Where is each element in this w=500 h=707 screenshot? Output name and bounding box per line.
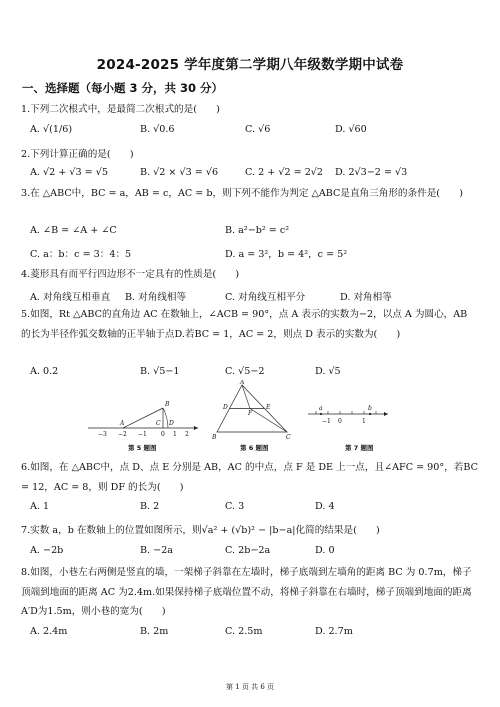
q7-option-c[interactable]: C. 2b−2a: [225, 545, 271, 556]
question-6-stem: 6.如图，在 △ABC中，点 D、点 E 分别是 AB，AC 的中点，点 F 是 DE 上一点，且∠AFC = 90°，若BC = 12，AC = 8，则 DF 的长为( ): [21, 462, 478, 493]
question-3-options-row2: [30, 246, 480, 264]
q5-option-b[interactable]: B. √5−1: [140, 366, 180, 377]
figure-7-diagram: [308, 400, 388, 430]
fig5-tick-1: 1: [173, 431, 177, 438]
question-7-stem: 7.实数 a，b 在数轴上的位置如图所示，则√a² + (√b)² − |b−a|化简的结果是( ): [21, 525, 380, 536]
q6-option-c[interactable]: C. 3: [225, 501, 245, 512]
q4-option-a[interactable]: A. 对角线互相垂直: [30, 292, 111, 303]
fig7-label-a: a: [319, 405, 323, 412]
question-7-options: [30, 545, 480, 563]
q2-option-a[interactable]: A. √2 + √3 = √5: [30, 167, 108, 178]
q2-option-d[interactable]: D. 2√3−2 = √3: [335, 167, 408, 178]
question-2-stem: 2.下列计算正确的是( ): [21, 149, 134, 160]
section-heading: 一、选择题（每小题 3 分，共 30 分）: [22, 81, 224, 95]
q1-option-a[interactable]: A. √(1/6): [30, 124, 73, 135]
fig5-tick-0: 0: [161, 431, 165, 438]
figure-5-diagram: [88, 388, 198, 438]
fig7-axis-arrow: [384, 412, 388, 416]
q2-option-c[interactable]: C. 2 + √2 = 2√2: [245, 167, 324, 178]
q7-option-d[interactable]: D. 0: [315, 545, 335, 556]
q4-option-b[interactable]: B. 对角线相等: [125, 292, 187, 303]
question-1-stem: 1.下列二次根式中，是最简二次根式的是( ): [21, 104, 220, 115]
q6-option-b[interactable]: B. 2: [140, 501, 160, 512]
q3-option-a[interactable]: A. ∠B = ∠A + ∠C: [30, 225, 117, 236]
q6-option-a[interactable]: A. 1: [30, 501, 50, 512]
fig6-segment-fc: [250, 409, 287, 433]
q8-option-a[interactable]: A. 2.4m: [30, 626, 68, 637]
fig6-label-a: A: [240, 380, 245, 386]
fig5-label-a: A: [120, 420, 125, 427]
q8-option-b[interactable]: B. 2m: [140, 626, 169, 637]
q8-option-d[interactable]: D. 2.7m: [315, 626, 353, 637]
fig6-label-b: B: [212, 434, 217, 440]
q1-option-c[interactable]: C. √6: [245, 124, 271, 135]
figure-7-caption: 第 7 题图: [345, 444, 374, 452]
fig5-tick-m3: −3: [98, 431, 107, 438]
fig6-segment-af: [242, 385, 250, 409]
fig7-label-b: b: [368, 405, 372, 412]
question-3-options-row1: [30, 225, 480, 243]
fig7-tick-1: 1: [362, 418, 366, 425]
q2-option-b[interactable]: B. √2 × √3 = √6: [140, 167, 219, 178]
fig6-label-e: E: [266, 404, 271, 411]
q4-option-c[interactable]: C. 对角线互相平分: [225, 292, 306, 303]
figure-6-diagram: [212, 380, 292, 440]
q7-option-a[interactable]: A. −2b: [30, 545, 64, 556]
q5-option-c[interactable]: C. √5−2: [225, 366, 265, 377]
question-2-options: [30, 167, 480, 185]
q1-option-b[interactable]: B. √0.6: [140, 124, 175, 135]
q3-option-d[interactable]: D. a = 3²，b = 4²，c = 5²: [225, 249, 348, 260]
question-3-stem: 3.在 △ABC中，BC = a，AB = c，AC = b，则下列不能作为判定 △ABC是直角三角形的条件是( ): [21, 188, 463, 199]
fig5-tick-2: 2: [185, 431, 189, 438]
fig6-label-d: D: [223, 404, 228, 411]
fig5-tick-m1: −1: [138, 431, 147, 438]
q5-option-d[interactable]: D. √5: [315, 366, 341, 377]
question-1-options: [30, 124, 480, 142]
question-8-options: [30, 626, 480, 644]
fig6-label-c: C: [286, 434, 291, 440]
fig7-point-b: [369, 413, 371, 415]
fig5-label-b: B: [165, 401, 170, 408]
question-4-stem: 4.菱形具有而平行四边形不一定具有的性质是( ): [21, 269, 240, 280]
fig7-tick-0: 0: [338, 418, 342, 425]
q3-option-c[interactable]: C. a：b：c = 3：4：5: [30, 249, 132, 260]
q5-option-a[interactable]: A. 0.2: [30, 366, 59, 377]
q1-option-d[interactable]: D. √60: [335, 124, 367, 135]
fig6-label-f: F: [248, 410, 253, 417]
figure-5-caption: 第 5 题图: [128, 444, 157, 452]
fig5-label-c: C: [156, 420, 161, 427]
fig7-point-a: [320, 413, 322, 415]
figure-6-caption: 第 6 题图: [240, 444, 269, 452]
page-title: 2024-2025 学年度第二学期八年级数学期中试卷: [96, 57, 404, 73]
q8-option-c[interactable]: C. 2.5m: [225, 626, 263, 637]
q6-option-d[interactable]: D. 4: [315, 501, 335, 512]
fig7-tick-m1: −1: [322, 418, 331, 425]
q7-option-b[interactable]: B. −2a: [140, 545, 174, 556]
q3-option-b[interactable]: B. a²−b² = c²: [225, 225, 290, 236]
fig5-label-d: D: [169, 420, 174, 427]
fig5-arc: [163, 408, 168, 428]
fig5-axis-arrow: [194, 426, 198, 430]
question-5-stem: 5.如图，Rt △ABC的直角边 AC 在数轴上，∠ACB = 90°，点 A 表示的实数为−2，以点 A 为圆心，AB 的长为半径作弧交数轴的正半轴于点D.若BC = 1，AC = 2，则点 D 表示的实数为( ): [21, 309, 468, 340]
question-6-options: [30, 501, 480, 519]
question-8-stem: 8.如图，小巷左右两侧是竖直的墙，一架梯子斜靠在左墙时，梯子底端到左墙角的距离 BC 为 0.7m，梯子顶端到地面的距离 AC 为2.4m.如果保持梯子底端位置不动，将梯子斜靠在右墙时，梯子顶端到地面的距离A′D为1.5m，则小巷的宽为( ): [21, 567, 472, 617]
page-footer: 第 1 页 共 6 页: [225, 683, 275, 691]
q4-option-d[interactable]: D. 对角相等: [340, 292, 392, 303]
fig5-tick-m2: −2: [118, 431, 127, 438]
